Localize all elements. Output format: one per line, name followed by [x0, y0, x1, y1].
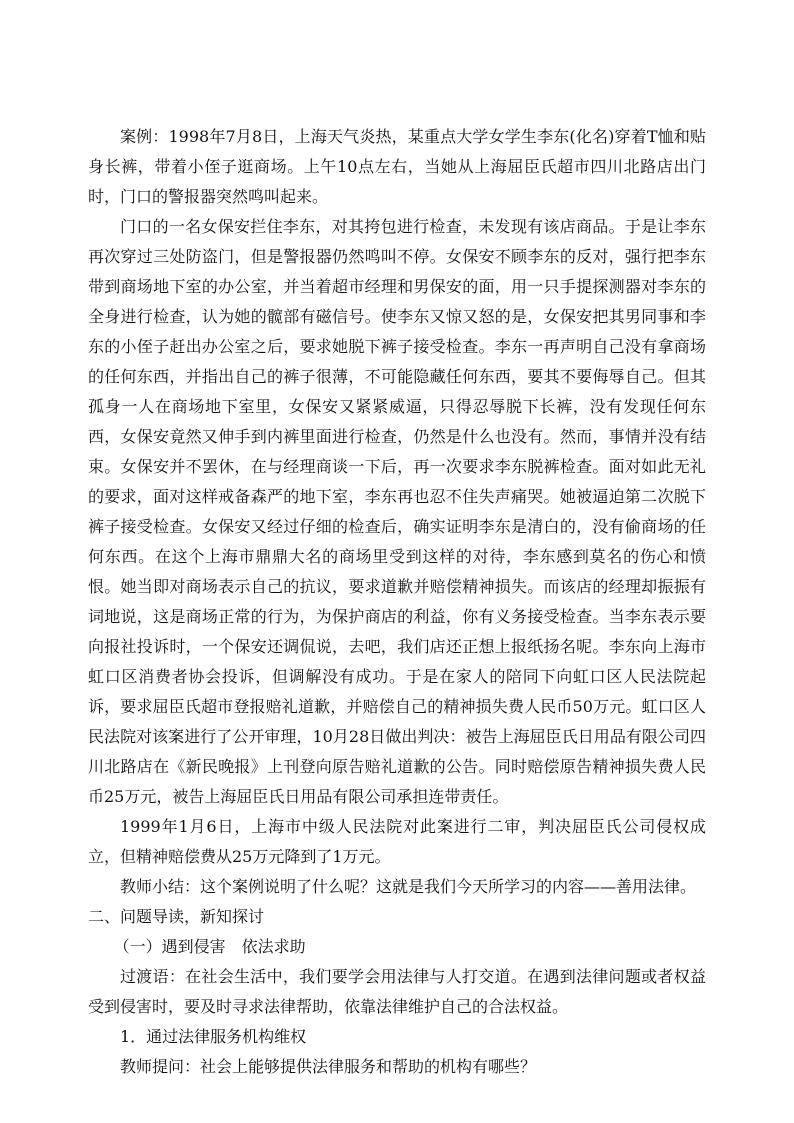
subsection-heading: （一）遇到侵害 依法求助 — [113, 937, 306, 956]
case-intro-paragraph: 案例：1998年7月8日，上海天气炎热，某重点大学女学生李东(化名)穿着T恤和贴身长裤，带着小侄子逛商场。上午10点左右，当她从上海屈臣氏超市四川北路店出门时，门口的警报器突然鸣叫起来。 — [88, 127, 706, 206]
document-body — [88, 122, 706, 1082]
second-trial-paragraph: 1999年1月6日，上海市中级人民法院对此案进行二审，判决屈臣氏公司侵权成立，但精神赔偿费从25万元降到了1万元。 — [88, 817, 706, 866]
numbered-item-heading: 1．通过法律服务机构维权 — [120, 1027, 307, 1046]
section-heading: 二、问题导读，新知探讨 — [88, 907, 265, 926]
teacher-summary-paragraph: 教师小结：这个案例说明了什么呢？这就是我们今天所学习的内容——善用法律。 — [120, 877, 697, 896]
case-detail-paragraph: 门口的一名女保安拦住李东，对其挎包进行检查，未发现有该店商品。于是让李东再次穿过三处防盗门，但是警报器仍然鸣叫不停。女保安不顾李东的反对，强行把李东带到商场地下室的办公室，并当着超市经理和男保安的面，用一只手提探测器对李东的全身进行检查，认为她的髋部有磁信号。使李东又惊又怒的是，女保安把其男同事和李东的小侄子赶出办公室之后，要求她脱下裤子接受检查。李东一再声明自己没有拿商场的任何东西，并指出自己的裤子很薄，不可能隐藏任何东西，要其不要侮辱自己。但其孤身一人在商场地下室里，女保安又紧紧威逼，只得忍辱脱下长裤，没有发现任何东西，女保安竟然又伸手到内裤里面进行检查，仍然是什么也没有。然而，事情并没有结束。女保安并不罢休，在与经理商谈一下后，再一次要求李东脱裤检查。面对如此无礼的要求，面对这样戒备森严的地下室，李东再也忍不住失声痛哭。她被逼迫第二次脱下裤子接受检查。女保安又经过仔细的检查后，确实证明李东是清白的，没有偷商场的任何东西。在这个上海市鼎鼎大名的商场里受到这样的对待，李东感到莫名的伤心和愤恨。她当即对商场表示自己的抗议，要求道歉并赔偿精神损失。而该店的经理却振振有词地说，这是商场正常的行为，为保护商店的利益，你有义务接受检查。当李东表示要向报社投诉时，一个保安还调侃说，去吧，我们店还正想上报纸扬名呢。李东向上海市虹口区消费者协会投诉，但调解没有成功。于是在家人的陪同下向虹口区人民法院起诉，要求屈臣氏超市登报赔礼道歉，并赔偿自己的精神损失费人民币50万元。虹口区人民法院对该案进行了公开审理，10月28日做出判决：被告上海屈臣氏日用品有限公司四川北路店在《新民晚报》上刊登向原告赔礼道歉的公告。同时赔偿原告精神损失费人民币25万元，被告上海屈臣氏日用品有限公司承担连带责任。 — [88, 217, 706, 806]
transition-paragraph: 过渡语：在社会生活中，我们要学会用法律与人打交道。在遇到法律问题或者权益受到侵害时，要及时寻求法律帮助，依靠法律维护自己的合法权益。 — [88, 967, 706, 1016]
teacher-question-paragraph: 教师提问：社会上能够提供法律服务和帮助的机构有哪些？ — [120, 1057, 537, 1076]
